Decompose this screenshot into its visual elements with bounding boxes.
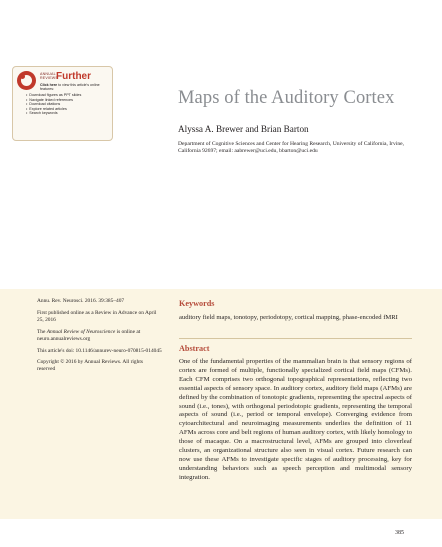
keywords-heading: Keywords xyxy=(179,299,215,308)
online-notice: The Annual Review of Neuroscience is online at neuro.annualreviews.org xyxy=(37,328,141,342)
further-badge[interactable] xyxy=(12,66,113,141)
page-number: 385 xyxy=(395,530,404,536)
feature-related-articles[interactable]: • Explore related articles xyxy=(26,107,81,112)
further-title: Further xyxy=(56,71,91,82)
copyright-notice: Copyright © 2016 by Annual Reviews. All rights reserved xyxy=(37,359,143,373)
journal-citation: Annu. Rev. Neurosci. 2016. 39:385–407 xyxy=(37,298,125,304)
article-title: Maps of the Auditory Cortex xyxy=(178,88,395,108)
feature-download-ppt[interactable]: • Download figures as PPT slides xyxy=(26,93,81,98)
click-here-text: to view this article's online features: xyxy=(40,83,100,92)
publication-sidebar xyxy=(37,298,162,378)
annual-reviews-wordmark: ANNUAL REVIEWS xyxy=(40,72,58,80)
article-info-panel xyxy=(0,289,442,519)
further-features-list xyxy=(26,93,81,116)
journal-name: Annual Review of Neuroscience xyxy=(46,328,116,335)
abstract-heading: Abstract xyxy=(179,344,210,353)
feature-search-keywords[interactable]: • Search keywords xyxy=(26,111,81,116)
article-doi: This article's doi: 10.1146/annurev-neuro-070815-014045 xyxy=(37,347,162,354)
click-here-link[interactable]: Click here xyxy=(40,83,58,87)
article-authors: Alyssa A. Brewer and Brian Barton xyxy=(178,124,309,134)
author-affiliation: Department of Cognitive Sciences and Center for Hearing Research, University of California, Irvine, California 92697; email: aabrewer@uci.edu, bbarton@uci.edu xyxy=(178,141,405,155)
abstract-text: One of the fundamental properties of the mammalian brain is that sensory regions of cortex are formed of multiple, functionally specialized cortical field maps (CFMs). Each CFM comprises two orthogonal topographical representations, reflecting two essential aspects of sensory space. In auditory cortex, auditory field maps (AFMs) are defined by the combination of tonotopic gradients, representing the spectral aspects of sound (i.e., tones), with orthogonal periodotopic gradients, representing the temporal aspects of sound (i.e., period or temporal envelope). Converging evidence from cytoarchitectural and neuroimaging measurements underlies the definition of 11 AFMs across core and belt regions of human auditory cortex, with likely homology to those of macaque. On a macrostructural level, AFMs are grouped into cloverleaf clusters, an organizational structure also seen in visual cortex. Future research can now use these AFMs to investigate specific stages of auditory processing, key for understanding behaviors such as speech perception and multimodal sensory integration. xyxy=(179,358,412,481)
section-divider xyxy=(179,338,412,339)
keywords-list: auditory field maps, tonotopy, periodotopy, cortical mapping, phase-encoded fMRI xyxy=(179,314,398,321)
feature-linked-references[interactable]: • Navigate linked references xyxy=(26,98,81,103)
further-click-here[interactable] xyxy=(40,83,110,92)
first-published: First published online as a Review in Advance on April 25, 2016 xyxy=(37,309,157,323)
feature-download-citations[interactable]: • Download citations xyxy=(26,102,81,107)
